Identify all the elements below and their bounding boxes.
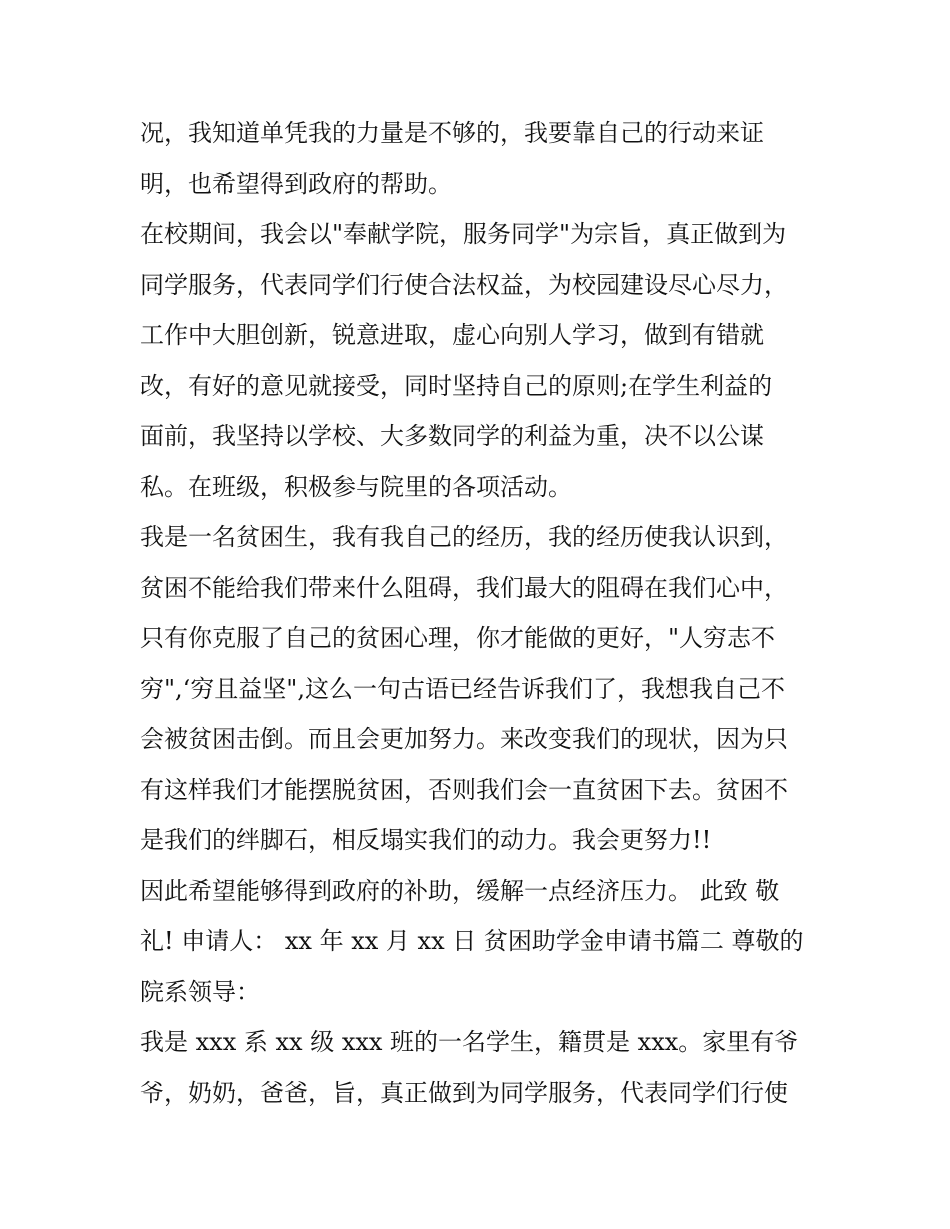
text-line: 院系领导： xyxy=(140,977,260,1006)
text-line: 私。在班级，积极参与院里的各项活动。 xyxy=(140,472,572,501)
text-line: 爷，奶奶，爸爸，旨，真正做到为同学服务，代表同学们行使 xyxy=(140,1078,788,1107)
text-line: 贫困不能给我们带来什么阻碍，我们最大的阻碍在我们心中， xyxy=(140,573,788,602)
text-line: 会被贫困击倒。而且会更加努力。来改变我们的现状，因为只 xyxy=(140,725,788,753)
text-line: 只有你克服了自己的贫困心理，你才能做的更好，"人穷志不 xyxy=(140,624,776,652)
text-line: 有这样我们才能摆脱贫困，否则我们会一直贫困下去。贫困不 xyxy=(140,775,788,804)
text-line: 我是一名贫困生，我有我自己的经历，我的经历使我认识到， xyxy=(140,523,788,551)
text-line: 因此希望能够得到政府的补助，缓解一点经济压力。 此致 敬 xyxy=(140,876,780,905)
text-line: 面前，我坚持以学校、大多数同学的利益为重，决不以公谋 xyxy=(140,422,764,450)
text-line: 同学服务，代表同学们行使合法权益，为校园建设尽心尽力， xyxy=(140,270,788,299)
text-line: 明，也希望得到政府的帮助。 xyxy=(140,169,452,198)
text-line: 工作中大胆创新，锐意进取，虚心向别人学习，做到有错就 xyxy=(140,321,764,349)
text-line: 况，我知道单凭我的力量是不够的，我要靠自己的行动来证 xyxy=(140,119,764,147)
text-line: 我是 xxx 系 xx 级 xxx 班的一名学生，籍贯是 xxx。家里有爷 xyxy=(140,1028,799,1056)
text-line: 在校期间，我会以"奉献学院，服务同学"为宗旨，真正做到为 xyxy=(140,220,787,248)
text-line: 礼! 申请人： xx 年 xx 月 xx 日 贫困助学金申请书篇二 尊敬的 xyxy=(140,927,804,955)
text-line: 改，有好的意见就接受，同时坚持自己的原则;在学生利益的 xyxy=(140,371,773,400)
document-body xyxy=(140,108,820,1118)
text-line: 穷",‘穷且益坚",这么一句古语已经告诉我们了，我想我自己不 xyxy=(140,674,785,703)
text-line: 是我们的绊脚石，相反塌实我们的动力。我会更努力!! xyxy=(140,826,712,854)
